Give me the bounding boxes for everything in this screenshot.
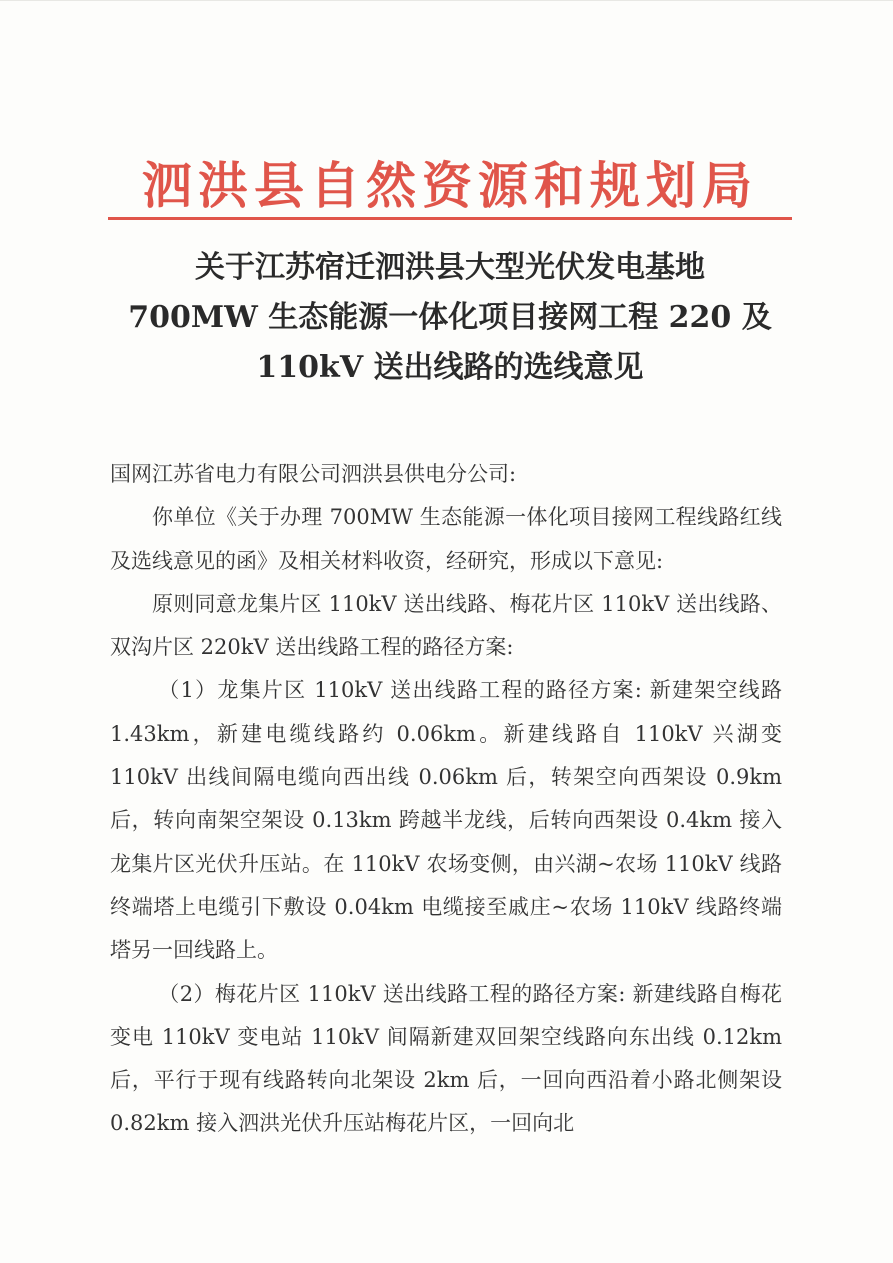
paragraph-4: （2）梅花片区 110kV 送出线路工程的路径方案: 新建线路自梅花变电 110kV 变电站 110kV 间隔新建双回架空线路向东出线 0.12km 后，平行于现有线路转向北架设 2km 后，一回向西沿着小路北侧架设 0.82km 接入泗洪光伏升压站梅花片区，一回向北	[110, 981, 782, 1136]
salutation: 国网江苏省电力有限公司泗洪县供电分公司:	[110, 462, 517, 486]
issuer-masthead: 泗洪县自然资源和规划局	[142, 156, 758, 215]
masthead-divider	[108, 217, 792, 220]
paragraph-2: 原则同意龙集片区 110kV 送出线路、梅花片区 110kV 送出线路、双沟片区 220kV 送出线路工程的路径方案:	[110, 591, 782, 660]
paragraph-1: 你单位《关于办理 700MW 生态能源一体化项目接网工程线路红线及选线意见的函》及相关材料收资，经研究，形成以下意见:	[110, 505, 782, 573]
title-line-3: 110kV 送出线路的选线意见	[256, 350, 644, 385]
title-line-1: 关于江苏宿迁泗洪县大型光伏发电基地	[195, 250, 705, 285]
document-title	[100, 243, 800, 393]
paragraph-3: （1）龙集片区 110kV 送出线路工程的路径方案: 新建架空线路 1.43km，新建电缆线路约 0.06km。新建线路自 110kV 兴湖变 110kV 出线间隔电缆向西出线 0.06km 后，转架空向西架设 0.9km 后，转向南架空架设 0.13km 跨越半龙线，后转向西架设 0.4km 接入龙集片区光伏升压站。在 110kV 农场变侧，由兴湖~农场 110kV 线路终端塔上电缆引下敷设 0.04km 电缆接至戚庄~农场 110kV 线路终端塔另一回线路上。	[110, 678, 782, 963]
document-body	[110, 453, 782, 1146]
title-line-2: 700MW 生态能源一体化项目接网工程 220 及	[128, 300, 772, 335]
